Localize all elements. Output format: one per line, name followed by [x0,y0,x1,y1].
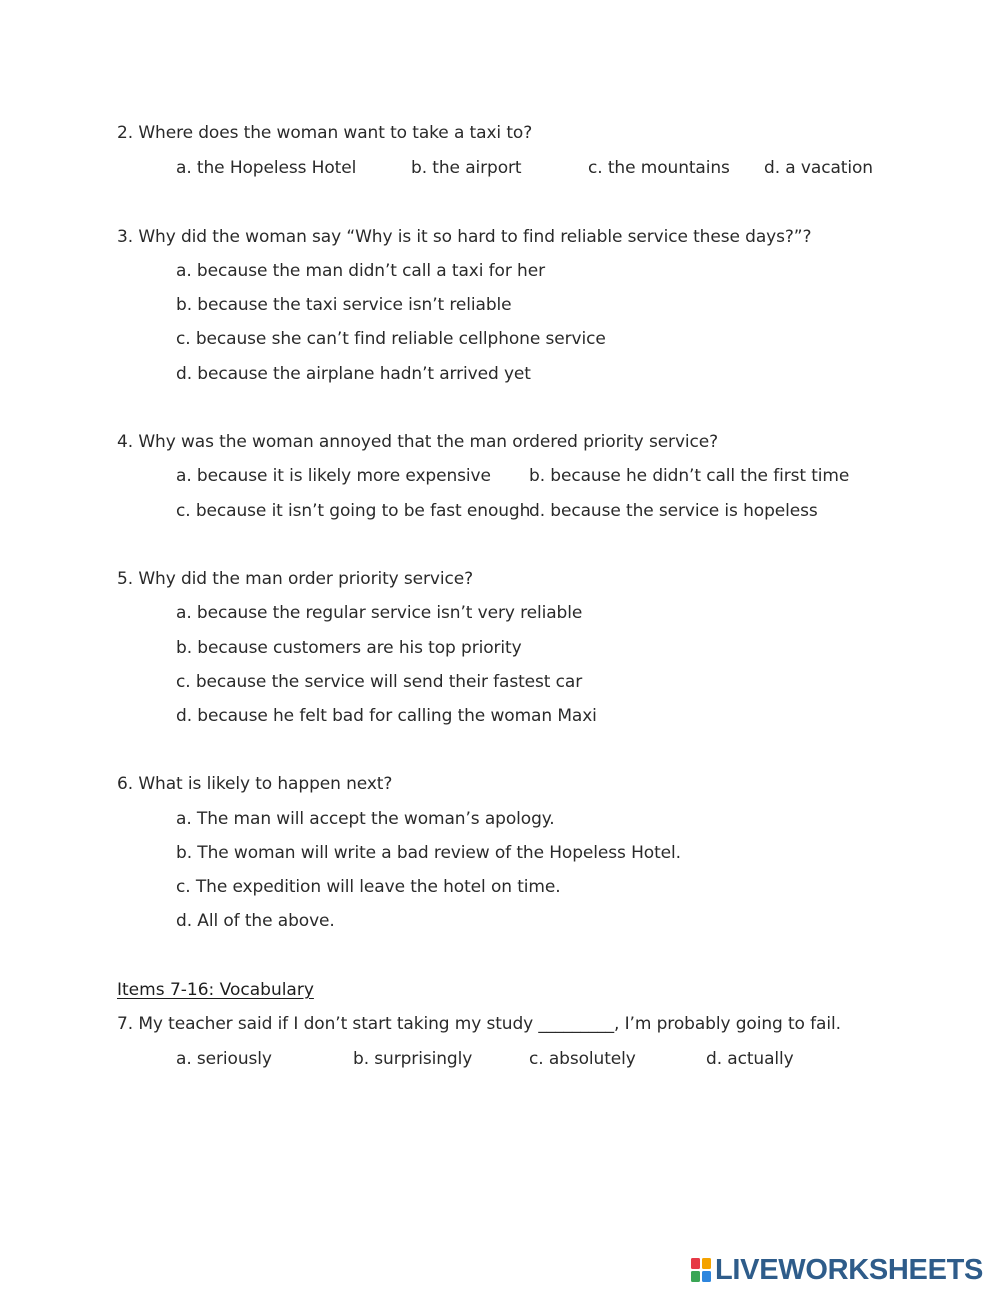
q2-option-a: a. the Hopeless Hotel [176,158,357,178]
q6-option-b: b. The woman will write a bad review of the Hopeless Hotel. [176,843,681,863]
q5-option-a: a. because the regular service isn’t very reliable [176,603,583,623]
liveworksheets-logo-text: LIVEWORKSHEETS [715,1254,984,1286]
q4-option-d: d. because the service is hopeless [529,501,818,521]
liveworksheets-logo [690,1254,983,1286]
q3-option-c: c. because she can’t find reliable cellphone service [176,329,606,349]
q2-option-d: d. a vacation [764,158,873,178]
section-heading-vocabulary: Items 7-16: Vocabulary [117,980,314,1000]
q3-option-d: d. because the airplane hadn’t arrived yet [176,364,531,384]
q6-option-d: d. All of the above. [176,911,335,931]
q5-option-b: b. because customers are his top priority [176,638,522,658]
question-2-stem: 2. Where does the woman want to take a taxi to? [117,123,533,143]
q6-option-c: c. The expedition will leave the hotel on time. [176,877,561,897]
q3-option-b: b. because the taxi service isn’t reliable [176,295,512,315]
q7-option-d: d. actually [706,1049,794,1069]
q7-option-a: a. seriously [176,1049,272,1069]
liveworksheets-logo-icon [690,1257,712,1283]
q7-option-b: b. surprisingly [353,1049,473,1069]
question-4-stem: 4. Why was the woman annoyed that the man ordered priority service? [117,432,719,452]
question-7-stem: 7. My teacher said if I don’t start taking my study _________, I’m probably going to fail. [117,1014,841,1034]
q5-option-c: c. because the service will send their fastest car [176,672,583,692]
question-5-stem: 5. Why did the man order priority service? [117,569,474,589]
question-3-stem: 3. Why did the woman say “Why is it so hard to find reliable service these days?”? [117,227,812,247]
q4-option-b: b. because he didn’t call the first time [529,466,850,486]
q7-option-c: c. absolutely [529,1049,636,1069]
question-6-stem: 6. What is likely to happen next? [117,774,393,794]
q4-option-c: c. because it isn’t going to be fast enough [176,501,531,521]
q4-option-a: a. because it is likely more expensive [176,466,491,486]
q2-option-b: b. the airport [411,158,522,178]
q5-option-d: d. because he felt bad for calling the woman Maxi [176,706,597,726]
q2-option-c: c. the mountains [588,158,730,178]
q6-option-a: a. The man will accept the woman’s apology. [176,809,555,829]
q3-option-a: a. because the man didn’t call a taxi for her [176,261,545,281]
